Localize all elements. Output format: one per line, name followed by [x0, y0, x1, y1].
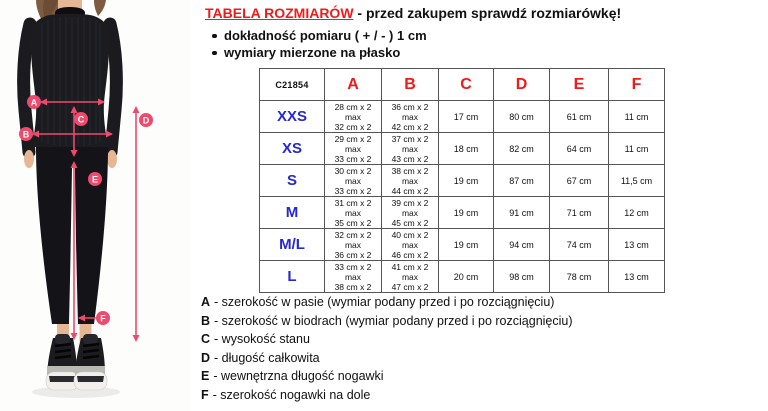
cell-b: 41 cm x 2 max 47 cm x 2 — [382, 261, 439, 293]
size-label: M — [260, 197, 325, 229]
cell-e: 61 cm — [550, 101, 609, 133]
cell-f: 11,5 cm — [609, 165, 665, 197]
cell-c: 19 cm — [439, 197, 494, 229]
note-flat-measure: wymiary mierzone na płasko — [210, 44, 427, 61]
legend-item-f: F - szerokość nogawki na dole — [201, 387, 371, 402]
column-header-d: D — [494, 69, 550, 101]
badge-b: B — [22, 129, 30, 140]
cell-c: 19 cm — [439, 165, 494, 197]
cell-e: 78 cm — [550, 261, 609, 293]
size-label: L — [260, 261, 325, 293]
table-row — [260, 229, 665, 261]
cell-d: 91 cm — [494, 197, 550, 229]
cell-e: 67 cm — [550, 165, 609, 197]
cell-b: 40 cm x 2 max 46 cm x 2 — [382, 229, 439, 261]
cell-f: 13 cm — [609, 229, 665, 261]
table-header-row — [260, 69, 665, 101]
cell-f: 13 cm — [609, 261, 665, 293]
cell-a: 30 cm x 2 max 33 cm x 2 — [325, 165, 382, 197]
note-accuracy: dokładność pomiaru ( + / - ) 1 cm — [210, 27, 427, 44]
legend-item-b: B - szerokość w biodrach (wymiar podany przed i po rozciągnięciu) — [201, 313, 573, 328]
model-photo — [0, 0, 190, 411]
cell-d: 80 cm — [494, 101, 550, 133]
cell-f: 11 cm — [609, 133, 665, 165]
size-label: XXS — [260, 101, 325, 133]
cell-e: 74 cm — [550, 229, 609, 261]
size-label: XS — [260, 133, 325, 165]
cell-f: 12 cm — [609, 197, 665, 229]
table-row — [260, 165, 665, 197]
cell-a: 32 cm x 2 max 36 cm x 2 — [325, 229, 382, 261]
cell-b: 36 cm x 2 max 42 cm x 2 — [382, 101, 439, 133]
badge-d: D — [142, 115, 150, 126]
badge-f: F — [100, 313, 106, 324]
cell-f: 11 cm — [609, 101, 665, 133]
badge-a: A — [30, 97, 38, 108]
cell-a: 31 cm x 2 max 35 cm x 2 — [325, 197, 382, 229]
size-table-heading: TABELA ROZMIARÓW — [205, 5, 354, 21]
badge-c: C — [77, 114, 85, 125]
cell-a: 33 cm x 2 max 38 cm x 2 — [325, 261, 382, 293]
badge-e: E — [91, 174, 99, 185]
sweater — [31, 14, 109, 147]
size-table — [259, 68, 665, 293]
cell-c: 19 cm — [439, 229, 494, 261]
legend-item-e: E - wewnętrzna długość nogawki — [201, 369, 384, 383]
cell-c: 20 cm — [439, 261, 494, 293]
column-header-c: C — [439, 69, 494, 101]
column-header-a: A — [325, 69, 382, 101]
table-row — [260, 101, 665, 133]
cell-c: 18 cm — [439, 133, 494, 165]
table-row — [260, 261, 665, 293]
cell-d: 82 cm — [494, 133, 550, 165]
column-header-e: E — [550, 69, 609, 101]
size-label: S — [260, 165, 325, 197]
cell-e: 71 cm — [550, 197, 609, 229]
page-title — [205, 5, 621, 21]
table-row — [260, 197, 665, 229]
legend-item-c: C - wysokość stanu — [201, 332, 310, 346]
column-header-b: B — [382, 69, 439, 101]
cell-b: 39 cm x 2 max 45 cm x 2 — [382, 197, 439, 229]
cell-d: 98 cm — [494, 261, 550, 293]
cell-b: 37 cm x 2 max 43 cm x 2 — [382, 133, 439, 165]
legend-item-a: A - szerokość w pasie (wymiar podany przed i po rozciągnięciu) — [201, 295, 555, 309]
cell-d: 94 cm — [494, 229, 550, 261]
measurement-legend — [201, 293, 573, 404]
column-header-f: F — [609, 69, 665, 101]
measurement-notes — [210, 27, 427, 61]
size-label: M/L — [260, 229, 325, 261]
cell-c: 17 cm — [439, 101, 494, 133]
cell-a: 29 cm x 2 max 33 cm x 2 — [325, 133, 382, 165]
product-code: C21854 — [260, 69, 325, 101]
model-figure — [0, 0, 190, 411]
cell-a: 28 cm x 2 max 32 cm x 2 — [325, 101, 382, 133]
cell-b: 38 cm x 2 max 44 cm x 2 — [382, 165, 439, 197]
legend-item-d: D - długość całkowita — [201, 350, 320, 365]
cell-d: 87 cm — [494, 165, 550, 197]
cell-e: 64 cm — [550, 133, 609, 165]
table-row — [260, 133, 665, 165]
size-table-subheading: - przed zakupem sprawdź rozmiarówkę! — [353, 5, 622, 21]
